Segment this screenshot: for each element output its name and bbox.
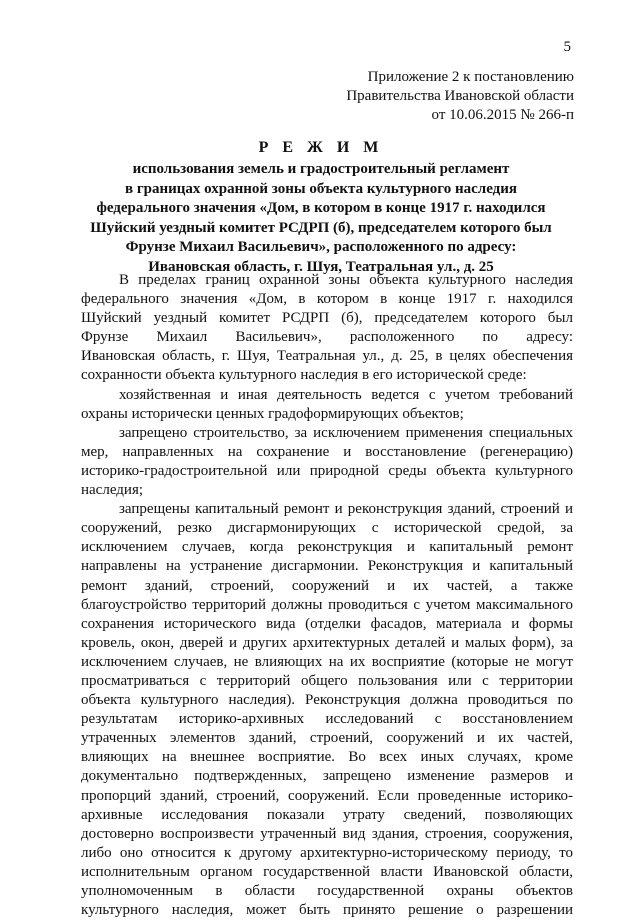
body-line: наследия; xyxy=(81,482,144,499)
appendix-line: от 10.06.2015 № 266-п xyxy=(431,107,574,123)
paragraph-repair-ban xyxy=(81,500,573,920)
body-line: направлены на устранение дисгармонии. Реконструкция и капитальный xyxy=(81,558,573,575)
document-subtitle-line: Фрунзе Михаил Васильевич», расположенного по адресу: xyxy=(125,239,517,255)
body-line: Шуйский уездный комитет РСДРП (б), председателем которого был xyxy=(81,310,573,327)
body-line: историко-градостроительной или природной среды объекта культурного xyxy=(81,462,573,479)
body-line: утраченных элементов зданий, строений, сооружений и их частей, xyxy=(81,730,573,747)
document-subtitle-line: использования земель и градостроительный регламент xyxy=(132,161,510,177)
document-subtitle-line: в границах охранной зоны объекта культурного наследия xyxy=(124,180,518,197)
body-line: архивные исследования показали утрату сведений, позволяющих xyxy=(81,806,573,823)
body-line: достоверно воспроизвести утраченный вид здания, строения, сооружения, xyxy=(81,825,573,842)
body-line: влияющих на внешнее восприятие. Во всех иных случаях, кроме xyxy=(81,749,573,766)
body-line: Фрунзе Михаил Васильевич», расположенного по адресу: xyxy=(81,329,573,346)
document-title-block xyxy=(70,138,572,277)
body-line: федерального значения «Дом, в котором в конце 1917 г. находился xyxy=(81,291,573,308)
body-line: мер, направленных на сохранение и восстановление (регенерацию) xyxy=(81,443,573,460)
document-body xyxy=(81,271,573,920)
body-line: просматриваться с территорий общего пользования или с территории xyxy=(81,672,573,689)
document-subtitle-line: федерального значения «Дом, в котором в конце 1917 г. находился xyxy=(96,200,546,216)
body-line: объекта культурного наследия). Реконструкция должна проводиться по xyxy=(81,692,573,709)
paragraph-economic-activity xyxy=(81,386,573,424)
appendix-line: Правительства Ивановской области xyxy=(346,88,574,104)
body-line: исключением случаев, не влияющих на их восприятие (которые не могут xyxy=(81,653,573,670)
body-line: либо оно относится к другому архитектурно-историческому периоду, то xyxy=(81,844,573,861)
appendix-line: Приложение 2 к постановлению xyxy=(367,69,574,85)
body-line: благоустройство территорий должны проводиться с учетом максимального xyxy=(81,596,573,613)
appendix-header xyxy=(346,68,574,125)
document-title: Р Е Ж И М xyxy=(258,139,384,156)
body-line: сохранения исторического вида (отделки фасадов, материала и формы xyxy=(81,615,573,632)
body-line: запрещены капитальный ремонт и реконструкция зданий, строений и xyxy=(119,501,573,518)
body-line: сооружений, резко дисгармонирующих с исторической средой, за xyxy=(81,520,573,537)
body-line: результатам историко-архивных исследований с восстановлением xyxy=(81,711,573,728)
document-subtitle-line: Шуйский уездный комитет РСДРП (б), председателем которого был xyxy=(90,219,552,236)
body-line: кровель, окон, дверей и других архитектурных деталей и малых форм), за xyxy=(81,634,573,651)
body-line: ремонт зданий, строений, сооружений и их частей, а также xyxy=(81,577,573,594)
body-line: хозяйственная и иная деятельность ведется с учетом требований xyxy=(119,386,573,403)
body-line: культурного наследия, может быть принято решение о разрешении xyxy=(81,902,573,919)
paragraph-construction-ban xyxy=(81,424,573,500)
body-line: Ивановская область, г. Шуя, Театральная ул., д. 25, в целях обеспечения xyxy=(81,348,573,365)
body-line: запрещено строительство, за исключением применения специальных xyxy=(119,424,573,441)
document-subtitle-line: Ивановская область, г. Шуя, Театральная ул., д. 25 xyxy=(148,258,494,275)
body-line: документально подтвержденных, запрещено изменение размеров и xyxy=(81,768,573,785)
body-line: сохранности объекта культурного наследия в его исторической среде: xyxy=(81,367,527,384)
body-line: охраны исторически ценных градоформирующих объектов; xyxy=(81,405,464,422)
body-line: исключением случаев, когда реконструкция и капитальный ремонт xyxy=(81,539,573,556)
paragraph-intro xyxy=(81,271,573,386)
body-line: исполнительным органом государственной власти Ивановской области, xyxy=(81,863,573,880)
body-line: пропорций зданий, строений, сооружений. Если проведенные историко- xyxy=(81,787,573,804)
page-number: 5 xyxy=(563,39,571,55)
body-line: В пределах границ охранной зоны объекта культурного наследия xyxy=(119,272,573,288)
body-line: уполномоченным в области государственной охраны объектов xyxy=(81,883,573,899)
